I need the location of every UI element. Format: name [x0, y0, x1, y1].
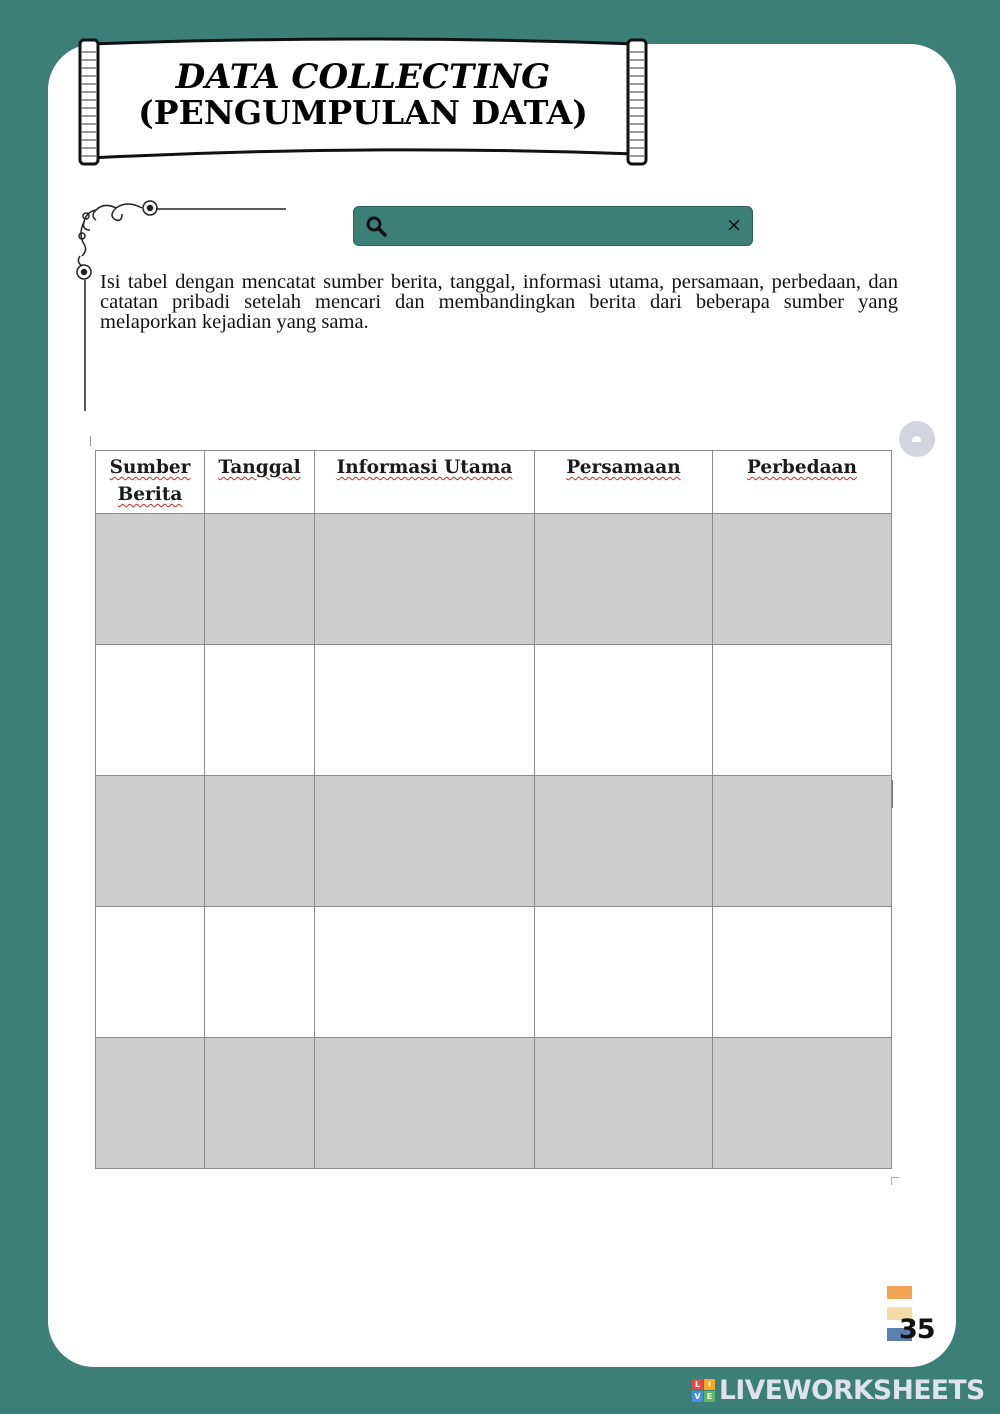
table-cell[interactable]	[535, 514, 713, 645]
table-cell[interactable]	[535, 907, 713, 1038]
logo-letter: L	[692, 1379, 703, 1390]
cell-input[interactable]	[315, 776, 534, 906]
table-cell[interactable]	[713, 1038, 892, 1169]
cell-input[interactable]	[713, 645, 891, 775]
table-cell[interactable]	[535, 645, 713, 776]
logo-letter: V	[692, 1391, 703, 1402]
title-line-english: DATA COLLECTING	[175, 57, 551, 97]
table-resize-handle	[891, 1177, 899, 1185]
table-cell[interactable]	[713, 645, 892, 776]
logo-letter: I	[704, 1379, 715, 1390]
cell-input[interactable]	[535, 645, 712, 775]
table-cell[interactable]	[535, 1038, 713, 1169]
news-comparison-table	[95, 450, 892, 1169]
liveworksheets-grid-icon	[692, 1379, 716, 1403]
table-row	[96, 645, 892, 776]
table-cell[interactable]	[315, 1038, 535, 1169]
column-header-similarities: Persamaan	[535, 451, 713, 514]
page-title	[116, 57, 610, 132]
cell-input[interactable]	[713, 776, 891, 906]
cell-input[interactable]	[205, 645, 314, 775]
column-header-differences: Perbedaan	[713, 451, 892, 514]
logo-letter: E	[704, 1391, 715, 1402]
table-row	[96, 907, 892, 1038]
cell-input[interactable]	[315, 1038, 534, 1168]
table-cell[interactable]	[535, 776, 713, 907]
page-number: 35	[899, 1314, 935, 1345]
column-header-source: Sumber Berita	[96, 451, 205, 514]
table-cell[interactable]	[315, 645, 535, 776]
page-bar-orange	[887, 1286, 912, 1299]
table-cell[interactable]	[205, 1038, 315, 1169]
table-cell[interactable]	[315, 776, 535, 907]
clear-search-icon[interactable]: ×	[726, 214, 742, 236]
table-cell[interactable]	[713, 514, 892, 645]
cell-input[interactable]	[535, 776, 712, 906]
column-header-date: Tanggal	[205, 451, 315, 514]
cell-input[interactable]	[96, 1038, 204, 1168]
cell-input[interactable]	[205, 1038, 314, 1168]
cell-input[interactable]	[713, 514, 891, 644]
cell-input[interactable]	[96, 514, 204, 644]
audio-play-button[interactable]	[899, 421, 935, 457]
cell-input[interactable]	[205, 907, 314, 1037]
table-cell[interactable]	[205, 514, 315, 645]
cell-input[interactable]	[96, 776, 204, 906]
table-cell[interactable]	[96, 645, 205, 776]
table-row	[96, 776, 892, 907]
search-input[interactable]	[396, 211, 720, 241]
table-row	[96, 1038, 892, 1169]
search-bar[interactable]	[353, 206, 753, 246]
table-cell[interactable]	[205, 645, 315, 776]
watermark-text: LIVEWORKSHEETS	[719, 1375, 985, 1406]
table-cell[interactable]	[96, 907, 205, 1038]
search-icon[interactable]	[365, 215, 387, 237]
cell-input[interactable]	[96, 907, 204, 1037]
cell-input[interactable]	[96, 645, 204, 775]
table-cell[interactable]	[205, 776, 315, 907]
cell-input[interactable]	[713, 907, 891, 1037]
table-header-row	[96, 451, 892, 514]
table-cell[interactable]	[713, 907, 892, 1038]
cell-input[interactable]	[205, 776, 314, 906]
cell-input[interactable]	[315, 514, 534, 644]
table-cell[interactable]	[96, 1038, 205, 1169]
cell-input[interactable]	[535, 1038, 712, 1168]
cell-input[interactable]	[315, 907, 534, 1037]
cell-input[interactable]	[535, 514, 712, 644]
table-cell[interactable]	[713, 776, 892, 907]
column-header-main-info: Informasi Utama	[315, 451, 535, 514]
cell-input[interactable]	[535, 907, 712, 1037]
table-cell[interactable]	[96, 776, 205, 907]
instructions-text: Isi tabel dengan mencatat sumber berita, tanggal, informasi utama, persamaan, perbedaan, dan catatan pribadi setelah mencari dan membandingkan berita dari beberapa sumber yang melaporkan kejadian yang sama.	[100, 271, 898, 333]
title-banner	[76, 36, 650, 168]
cell-input[interactable]	[315, 645, 534, 775]
table-cell[interactable]	[315, 907, 535, 1038]
table-row	[96, 514, 892, 645]
cell-input[interactable]	[205, 514, 314, 644]
table-cell[interactable]	[205, 907, 315, 1038]
table-move-handle	[90, 436, 94, 446]
table-cell[interactable]	[96, 514, 205, 645]
title-line-indonesian: (PENGUMPULAN DATA)	[138, 92, 588, 132]
cell-input[interactable]	[713, 1038, 891, 1168]
table-cell[interactable]	[315, 514, 535, 645]
